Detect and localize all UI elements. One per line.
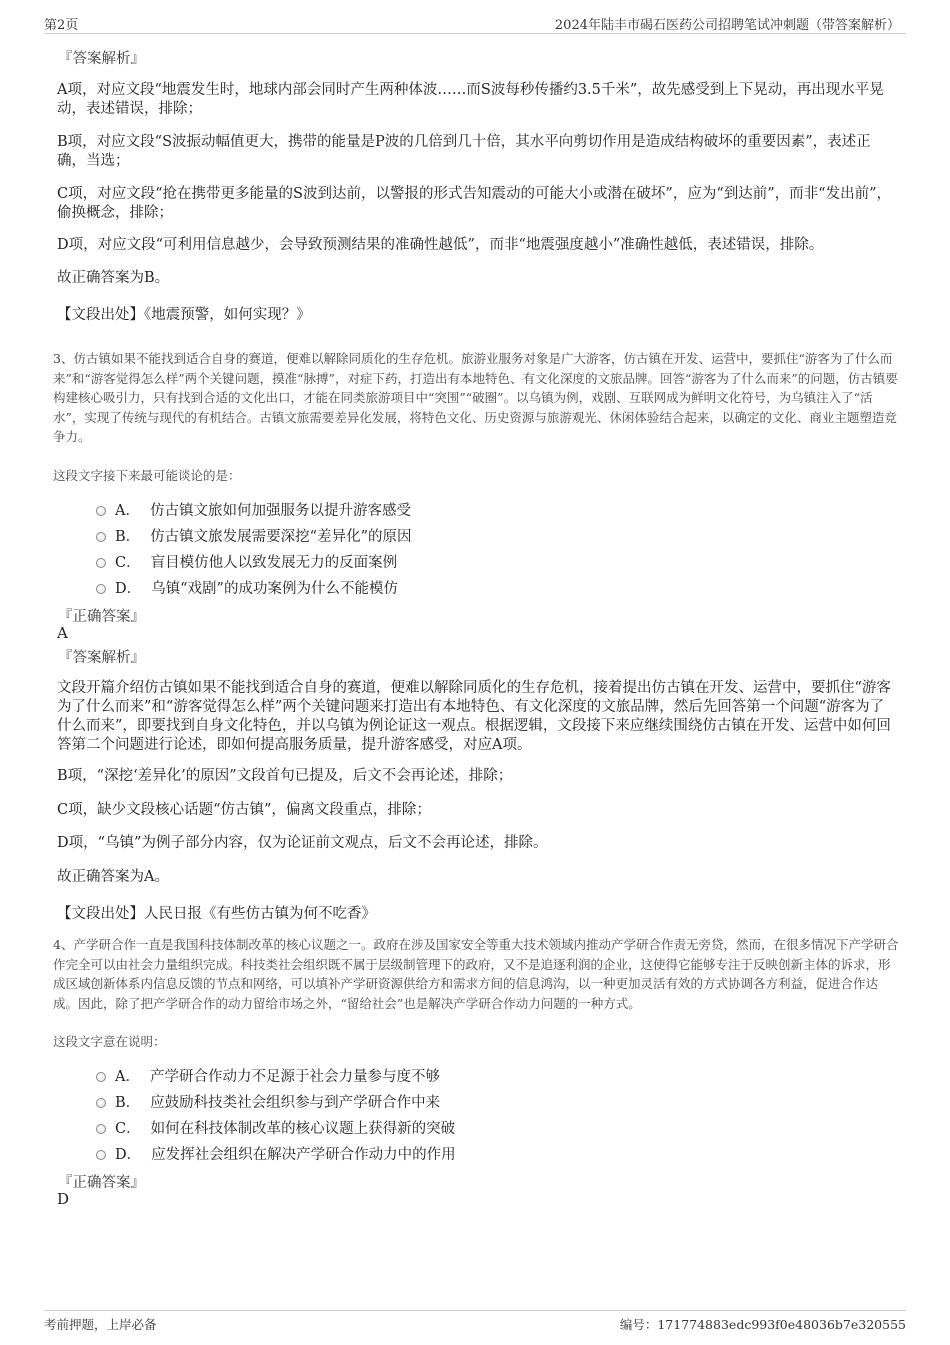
source-citation: 【文段出处】《地震预警，如何实现？》	[57, 307, 311, 323]
option-text: 产学研合作动力不足源于社会力量参与度不够	[149, 1068, 440, 1085]
option-text: 盲目模仿他人以致发展无力的反面案例	[150, 554, 398, 571]
option-d[interactable]	[96, 577, 398, 597]
question-text: 4、产学研合作一直是我国科技体制改革的核心议题之一。政府在涉及国家安全等重大技术领域内推动产学研合作责无旁贷，然而，在很多情况下产学研合作完全可以由社会力量组织完成。科技类社会组织既不属于层级制管理下的政府，又不是追逐利润的企业，这使得它能够专注于反映创新主体的诉求，形成区域创新体系内信息反馈的节点和网络，可以填补产学研资源供给方和需求方间的信息鸿沟，以一种更加灵活有效的方式协调各方利益，促进合作达成。因此，除了把产学研合作的动力留给市场之外，“留给社会”也是解决产学研合作动力问题的一种方式。	[53, 937, 899, 1011]
option-text: 应鼓励科技类社会组织参与到产学研合作中来	[150, 1094, 441, 1111]
option-d[interactable]	[96, 1143, 456, 1163]
footer-slogan: 考前押题，上岸必备	[44, 1317, 157, 1332]
analysis-paragraph: 文段开篇介绍仿古镇如果不能找到适合自身的赛道，便难以解除同质化的生存危机，接着提出仿古镇在开发、运营中，要抓住“游客为了什么而来”和“游客觉得怎么样”两个关键问题来打造出有本地特色、有文化深度的文旅品牌，然后先回答第一个问题“游客为了什么而来”，即要找到自身文化特色，并以乌镇为例论证这一观点。根据逻辑，文段接下来应继续围绕仿古镇在开发、运营中如何回答第二个问题进行论述，即如何提高服务质量，提升游客感受，对应A项。	[57, 680, 891, 753]
analysis-paragraph: B项，“深挖‘差异化’的原因”文段首句已提及，后文不会再论述，排除；	[57, 768, 513, 784]
option-letter: C．	[115, 554, 141, 571]
option-letter: A．	[115, 1068, 140, 1085]
document-serial: 编号：171774883edc993f0e48036b7e320555	[619, 1317, 906, 1332]
option-c[interactable]	[96, 1117, 455, 1137]
correct-answer-label: 『正确答案』	[58, 1175, 145, 1191]
analysis-paragraph: A项，对应文段“地震发生时，地球内部会同时产生两种体波……而S波每秒传播约3.5千米”，故先感受到上下晃动，再出现水平晃动，表述错误，排除；	[57, 82, 884, 117]
option-letter: A．	[115, 502, 140, 519]
analysis-label: 『答案解析』	[58, 51, 145, 67]
radio-button[interactable]	[96, 1098, 106, 1108]
analysis-paragraph: D项，“乌镇”为例子部分内容，仅为论证前文观点，后文不会再论述，排除。	[57, 835, 548, 851]
option-text: 仿古镇文旅如何加强服务以提升游客感受	[149, 502, 411, 519]
option-letter: B．	[115, 1094, 141, 1111]
option-a[interactable]	[96, 499, 411, 519]
question-prompt: 这段文字意在说明：	[53, 1034, 166, 1049]
option-a[interactable]	[96, 1065, 440, 1085]
page-header	[44, 10, 906, 34]
radio-button[interactable]	[96, 558, 106, 568]
option-letter: D．	[115, 580, 142, 597]
radio-button[interactable]	[96, 506, 106, 516]
radio-button[interactable]	[96, 584, 106, 594]
page-number: 第2页	[44, 18, 79, 33]
analysis-paragraph: D项，对应文段“可利用信息越少，会导致预测结果的准确性越低”，而非“地震强度越小”准确性越低，表述错误，排除。	[57, 237, 824, 253]
radio-button[interactable]	[96, 1072, 106, 1082]
option-letter: D．	[115, 1146, 142, 1163]
option-b[interactable]	[96, 1091, 440, 1111]
page-footer	[44, 1310, 906, 1332]
analysis-label: 『答案解析』	[58, 650, 145, 666]
option-text: 如何在科技体制改革的核心议题上获得新的突破	[150, 1120, 456, 1137]
question-text: 3、仿古镇如果不能找到适合自身的赛道，便难以解除同质化的生存危机。旅游业服务对象是广大游客，仿古镇在开发、运营中，要抓住“游客为了什么而来”和“游客觉得怎么样”两个关键问题，摸准“脉搏”，对症下药，打造出有本地特色、有文化深度的文旅品牌。回答“游客为了什么而来”的问题，仿古镇要构建核心吸引力，只有找到合适的文化出口，才能在同类旅游项目中“突围”“破圈”。以乌镇为例，戏剧、互联网成为鲜明文化符号，为乌镇注入了“活水”，实现了传统与现代的有机结合。古镇文旅需要差异化发展，将特色文化、历史资源与旅游观光、休闲体验结合起来，以确定的文化、商业主题塑造竞争力。	[53, 351, 898, 444]
option-b[interactable]	[96, 525, 411, 545]
source-citation: 【文段出处】人民日报《有些仿古镇为何不吃香》	[57, 906, 376, 922]
option-text: 仿古镇文旅发展需要深挖“差异化”的原因	[150, 528, 412, 545]
correct-answer: D	[57, 1190, 70, 1208]
option-c[interactable]	[96, 551, 397, 571]
correct-answer-label: 『正确答案』	[58, 609, 145, 625]
radio-button[interactable]	[96, 1124, 106, 1134]
option-text: 应发挥社会组织在解决产学研合作动力中的作用	[151, 1146, 456, 1163]
option-letter: C．	[115, 1120, 141, 1137]
document-title: 2024年陆丰市碣石医药公司招聘笔试冲刺题（带答案解析）	[554, 18, 900, 33]
option-letter: B．	[115, 528, 141, 545]
radio-button[interactable]	[96, 532, 106, 542]
conclusion-paragraph: 故正确答案为B。	[57, 270, 170, 286]
question-prompt: 这段文字接下来最可能谈论的是：	[53, 468, 241, 483]
radio-button[interactable]	[96, 1150, 106, 1160]
correct-answer: A	[57, 624, 68, 642]
option-text: 乌镇“戏剧”的成功案例为什么不能模仿	[151, 580, 398, 597]
analysis-paragraph: C项，对应文段“抢在携带更多能量的S波到达前，以警报的形式告知震动的可能大小或潜在破坏”，应为“到达前”，而非“发出前”，偷换概念，排除；	[57, 186, 892, 221]
conclusion-paragraph: 故正确答案为A。	[57, 869, 169, 885]
analysis-paragraph: C项，缺少文段核心话题“仿古镇”，偏离文段重点，排除；	[57, 802, 431, 818]
analysis-paragraph: B项，对应文段“S波振动幅值更大，携带的能量是P波的几倍到几十倍，其水平向剪切作用是造成结构破坏的重要因素”，表述正确，当选；	[57, 134, 871, 169]
